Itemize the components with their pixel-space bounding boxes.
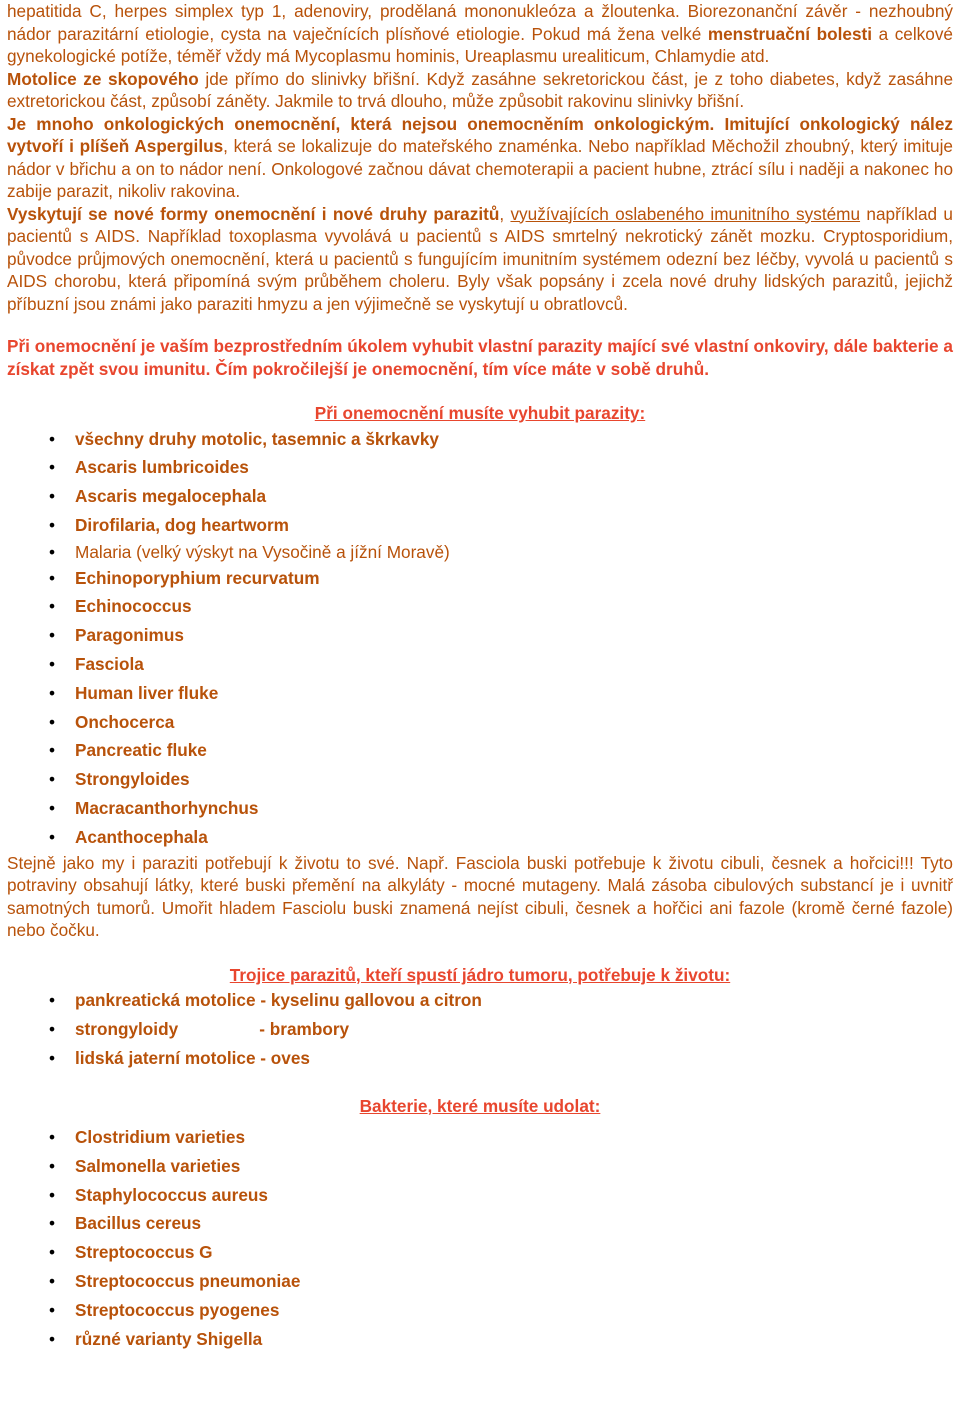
- top-paragraph: [7, 0, 953, 315]
- list-item: • Malaria (velký výskyt na Vysočině a jížní Moravě): [49, 541, 450, 562]
- list-item: • Pancreatic fluke: [7, 736, 953, 765]
- bullet-icon: •: [49, 514, 56, 535]
- bold-run: menstruační bolesti: [707, 23, 873, 44]
- list-item: • Streptococcus pneumoniae: [7, 1267, 953, 1296]
- bullet-icon: •: [49, 1184, 56, 1205]
- bullet-icon: •: [49, 740, 56, 761]
- section-heading-tumor-parasites: Trojice parazitů, kteří spustí jádro tumoru, potřebuje k životu:: [229, 964, 731, 985]
- list-item: • pankreatická motolice - kyselinu gallovou a citron: [7, 986, 953, 1015]
- bullet-icon: •: [49, 625, 56, 646]
- section-heading-parasites: Při onemocnění musíte vyhubit parazity:: [314, 403, 646, 423]
- list-item: • Ascaris megalocephala: [7, 482, 953, 511]
- spacer: [7, 942, 953, 964]
- list-item: • Onchocerca: [7, 708, 953, 737]
- text-run: například u pacientů s AIDS. Například toxoplasma vyvolává u pacientů s AIDS smrtelný nekrotický zánět mozku. Cryptosporidium, původce průjmových onemocnění, která u pacientů s fungujícím imunitním systémem odezní bez léčby, vyvolá u pacientů s AIDS chorobu, která připomíná svým průběhem choleru. Byly však popsány i zcela nové druhy lidských parazitů, jejichž příbuzní jsou známi jako paraziti hmyzu a jen výjimečně se vyskytují u obratlovců.: [7, 203, 953, 314]
- bullet-icon: •: [49, 428, 56, 449]
- bullet-icon: •: [49, 457, 56, 478]
- list-item: • Streptococcus pyogenes: [7, 1296, 953, 1325]
- list-item: • Human liver fluke: [7, 679, 953, 708]
- list-item: • Acanthocephala: [7, 823, 953, 852]
- bullet-icon: •: [49, 990, 56, 1011]
- bullet-icon: •: [49, 1127, 56, 1148]
- bullet-icon: •: [49, 567, 56, 588]
- bullet-icon: •: [49, 1213, 56, 1234]
- bold-run: Vyskytují se nové formy onemocnění i nové druhy parazitů: [7, 203, 500, 224]
- list-item: • Echinococcus: [7, 592, 953, 621]
- bullet-icon: •: [49, 654, 56, 675]
- tumor-parasite-list: [7, 986, 953, 1072]
- list-item: • Ascaris lumbricoides: [7, 453, 953, 482]
- text-run: jde přímo do slinivky břišní. Když zasáhne sekretorickou část, je z toho diabetes, když zasáhne extretorickou část, způsobí záněty. Jakmile to trvá dlouho, může způsobit rakovinu slinivky břišní.: [7, 68, 954, 111]
- list-item: • strongyloidy - brambory: [7, 1015, 953, 1044]
- list-item: • Salmonella varieties: [7, 1152, 953, 1181]
- bullet-icon: •: [49, 1328, 56, 1349]
- list-item: • všechny druhy motolic, tasemnic a škrkavky: [7, 425, 953, 454]
- bacteria-list: [7, 1123, 953, 1353]
- bold-run: Je mnoho onkologických onemocnění, která nejsou onemocněním onkologickým. Imitující onkologický nález vytvoří i plíšeň Aspergilus: [7, 113, 953, 156]
- middle-paragraph: Stejně jako my i paraziti potřebují k životu to své. Např. Fasciola buski potřebuje k životu cibuli, česnek a hořcici!!! Tyto potraviny obsahují látky, které buski přemění na alkyláty - mocné mutageny. Malá zásoba cibulových substancí je i uvnitř samotných tumorů. Umořit hladem Fasciolu buski znamená nejíst cibuli, česnek a hořčici ani fazole (kromě černé fazole) nebo čočku.: [7, 852, 953, 941]
- text-run: hepatitida C, herpes simplex typ 1, adenoviry, prodělaná mononukleóza a žloutenka. Biorezonanční závěr - nezhoubný nádor parazitární etiologie, cysta na vaječnících plísňové etiologie. Pokud má žena velké: [7, 1, 953, 44]
- list-item: • Streptococcus G: [7, 1238, 953, 1267]
- bullet-icon: •: [49, 1155, 56, 1176]
- text-run: a celkové gynekologické potíže, téměř vždy má Mycoplasmu hominis, Ureaplasmu urealiticum, Chlamydie atd.: [7, 23, 953, 66]
- list-item: • lidská jaterní motolice - oves: [7, 1044, 953, 1073]
- list-item: • Staphylococcus aureus: [7, 1181, 953, 1210]
- spacer: [7, 1073, 953, 1095]
- bullet-icon: •: [49, 711, 56, 732]
- section-heading-bacteria: Bakterie, které musíte udolat:: [359, 1095, 601, 1116]
- bullet-icon: •: [49, 541, 56, 562]
- list-item: • Paragonimus: [7, 621, 953, 650]
- bullet-icon: •: [49, 682, 56, 703]
- text-run: ,: [499, 203, 511, 224]
- warning-paragraph: Při onemocnění je vaším bezprostředním úkolem vyhubit vlastní parazity mající své vlastní onkoviry, dále bakterie a získat zpět svou imunitu. Čím pokročilejší je onemocnění, tím více máte v sobě druhů.: [7, 336, 953, 379]
- list-item: • Clostridium varieties: [7, 1123, 953, 1152]
- list-item: • Dirofilaria, dog heartworm: [7, 511, 953, 540]
- bullet-icon: •: [49, 1018, 56, 1039]
- list-item: • Fasciola: [7, 650, 953, 679]
- bullet-icon: •: [49, 798, 56, 819]
- bullet-icon: •: [49, 1271, 56, 1292]
- bullet-icon: •: [49, 826, 56, 847]
- bullet-icon: •: [49, 1047, 56, 1068]
- bullet-icon: •: [49, 486, 56, 507]
- spacer: [7, 315, 953, 335]
- bullet-icon: •: [49, 1242, 56, 1263]
- list-item: • Strongyloides: [7, 765, 953, 794]
- bold-run: Motolice ze skopového: [7, 68, 199, 89]
- spacer: [7, 380, 953, 402]
- list-item: • Macracanthorhynchus: [7, 794, 953, 823]
- text-run: , která se lokalizuje do mateřského znaménka. Nebo například Měchožil zhoubný, který imituje nádor v břichu a on to nádor není. Onkologové začnou dávat chemoterapii a pacient hubne, ztrácí sílu i naději a nakonec ho zabije parazit, nikoliv rakovina.: [7, 136, 953, 201]
- list-item: • Echinoporyphium recurvatum: [7, 564, 953, 593]
- list-item: • Bacillus cereus: [7, 1209, 953, 1238]
- bullet-icon: •: [49, 596, 56, 617]
- list-item: • různé varianty Shigella: [7, 1325, 953, 1354]
- parasite-list: [7, 425, 953, 852]
- bullet-icon: •: [49, 1299, 56, 1320]
- underlined-phrase: využívajících oslabeného imunitního systému: [510, 203, 861, 224]
- bullet-icon: •: [49, 769, 56, 790]
